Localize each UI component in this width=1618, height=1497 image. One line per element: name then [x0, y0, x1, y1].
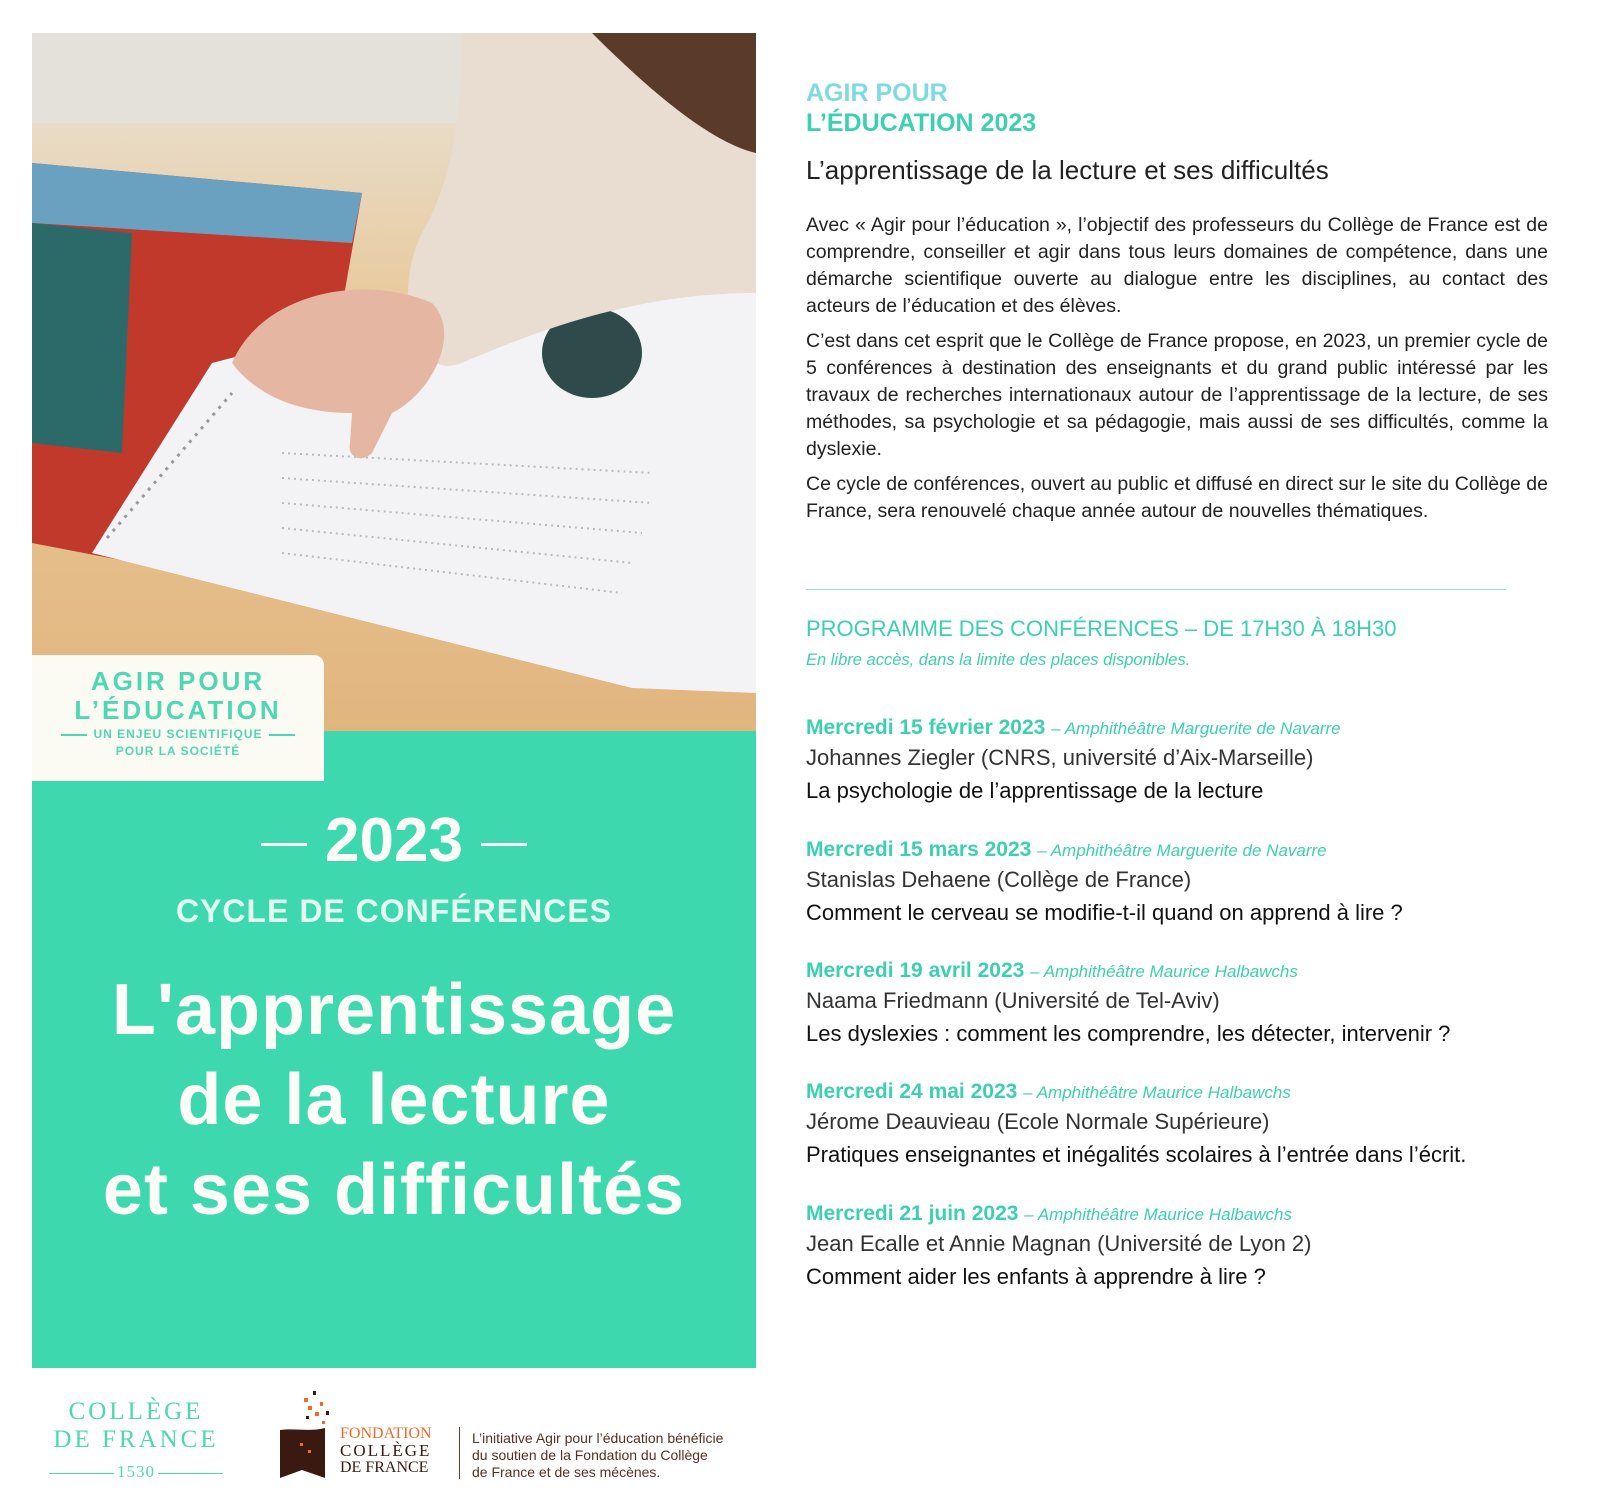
cover-cycle-label: CYCLE DE CONFÉRENCES — [175, 893, 613, 929]
intro-text — [806, 212, 1548, 533]
fondation-logo-text — [340, 1425, 432, 1476]
event-location: – Amphithéâtre Maurice Halbawchs — [1023, 1083, 1291, 1102]
logo-text: DE FRANCE — [340, 1459, 429, 1476]
event-location: – Amphithéâtre Marguerite de Navarre — [1037, 841, 1327, 860]
kicker-line: AGIR POUR — [806, 79, 948, 107]
cover-title — [32, 965, 756, 1235]
logo-year: 1530 — [117, 1462, 155, 1481]
event-title: Les dyslexies : comment les comprendre, les détecter, intervenir ? — [806, 1021, 1451, 1046]
cover-photo — [32, 33, 756, 733]
logo-text: COLLÈGE — [68, 1398, 204, 1425]
event-item — [806, 838, 1566, 926]
agir-pour-education-badge — [32, 655, 324, 781]
badge-line: L’ÉDUCATION — [74, 695, 282, 725]
event-location: – Amphithéâtre Maurice Halbawchs — [1024, 1205, 1293, 1224]
year-text: 2023 — [325, 806, 463, 875]
sponsor-note — [472, 1430, 723, 1481]
program-heading: PROGRAMME DES CONFÉRENCES – DE 17H30 À 18H30 — [806, 616, 1397, 641]
paragraph: Avec « Agir pour l’éducation », l’objectif des professeurs du Collège de France est de comprendre, conseiller et agir dans tous leurs domaines de compétence, dans une démarche scientifique ouverte au dialogue entre les disciplines, au contact des acteurs de l’éducation et des élèves. — [806, 214, 1548, 317]
event-date: Mercredi 21 juin 2023 — [806, 1202, 1019, 1225]
logo-text: COLLÈGE — [340, 1441, 432, 1460]
section-kicker — [806, 78, 1548, 138]
event-location: – Amphithéâtre Marguerite de Navarre — [1051, 719, 1341, 738]
event-item — [806, 1202, 1566, 1290]
paragraph: Ce cycle de conférences, ouvert au public et diffusé en direct sur le site du Collège de France, sera renouvelé chaque année autour de nouvelles thématiques. — [806, 473, 1548, 522]
kicker-line: L’ÉDUCATION 2023 — [806, 109, 1037, 137]
cover-title-line: et ses difficultés — [102, 1150, 686, 1230]
badge-tagline: UN ENJEU SCIENTIFIQUE — [93, 727, 263, 741]
note-line: de France et de ses mécènes. — [472, 1464, 661, 1480]
event-title: Comment aider les enfants à apprendre à lire ? — [806, 1264, 1266, 1289]
note-line: L’initiative Agir pour l’éducation bénéficie — [472, 1430, 724, 1446]
event-item — [806, 1080, 1566, 1168]
note-line: du soutien de la Fondation du Collège — [472, 1447, 708, 1463]
cover-year — [32, 805, 756, 876]
event-title: Pratiques enseignantes et inégalités scolaires à l’entrée dans l’écrit. — [806, 1142, 1467, 1167]
event-speaker: Jérome Deauvieau (Ecole Normale Supérieure) — [806, 1109, 1270, 1134]
event-date: Mercredi 19 avril 2023 — [806, 959, 1025, 982]
event-title: Comment le cerveau se modifie-t-il quand on apprend à lire ? — [806, 900, 1403, 925]
event-item — [806, 716, 1566, 804]
event-speaker: Stanislas Dehaene (Collège de France) — [806, 867, 1192, 892]
event-speaker: Johannes Ziegler (CNRS, université d’Aix-Marseille) — [806, 745, 1314, 770]
event-date: Mercredi 15 mars 2023 — [806, 838, 1032, 861]
college-de-france-logo — [36, 1398, 236, 1486]
event-date: Mercredi 24 mai 2023 — [806, 1080, 1018, 1103]
event-location: – Amphithéâtre Maurice Halbawchs — [1030, 962, 1298, 981]
divider — [806, 589, 1506, 590]
program-note: En libre accès, dans la limite des places disponibles. — [806, 651, 1191, 669]
cover-title-line: L'apprentissage — [111, 970, 677, 1050]
logo-text: FONDATION — [340, 1425, 432, 1442]
event-item — [806, 959, 1566, 1047]
logo-text: DE FRANCE — [53, 1426, 219, 1453]
event-speaker: Naama Friedmann (Université de Tel-Aviv) — [806, 988, 1220, 1013]
event-speaker: Jean Ecalle et Annie Magnan (Université de Lyon 2) — [806, 1231, 1312, 1256]
event-title: La psychologie de l’apprentissage de la lecture — [806, 778, 1264, 803]
cover-title-line: de la lecture — [177, 1060, 611, 1140]
page-subtitle: L’apprentissage de la lecture et ses difficultés — [806, 155, 1329, 185]
paragraph: C’est dans cet esprit que le Collège de France propose, en 2023, un premier cycle de 5 conférences à destination des enseignants et du grand public intéressé par les travaux de recherches internationaux autour de l’apprentissage de la lecture, de ses méthodes, sa psychologie et sa pédagogie, mais aussi de ses difficultés, comme la dyslexie. — [806, 330, 1548, 460]
divider — [459, 1427, 460, 1479]
badge-line: AGIR POUR — [90, 666, 266, 696]
badge-tagline: POUR LA SOCIÉTÉ — [115, 744, 241, 758]
child-reading-braille-image — [32, 33, 756, 733]
event-date: Mercredi 15 février 2023 — [806, 716, 1046, 739]
